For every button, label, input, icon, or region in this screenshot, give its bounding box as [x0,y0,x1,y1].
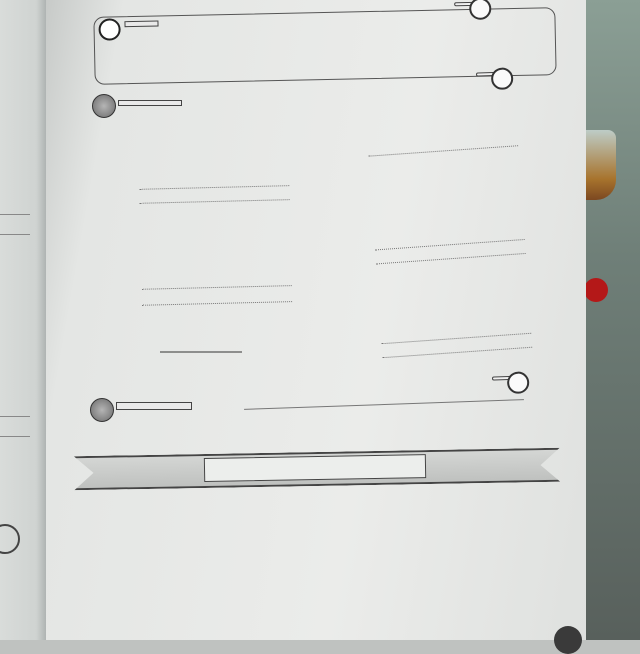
tugas-diskusi-title [124,20,158,27]
caliper-scale [156,336,246,378]
left-page [0,0,52,640]
nilai-circle [469,0,491,20]
answer-line [142,301,292,306]
pengayaan-nilai-box [492,375,526,380]
tugas-nilai-box [454,2,488,7]
remedial-icon [92,94,116,118]
remedial-title [118,100,182,106]
glosarium-banner [74,448,560,486]
nilai-circle [507,371,530,394]
remedial-nilai-box [476,71,510,76]
page-number-badge [554,626,582,654]
pengayaan-rule [244,399,524,410]
glosarium-title [204,454,426,482]
answer-line [376,253,526,264]
book-page [46,0,586,640]
answer-line [140,199,290,204]
nilai-circle [491,67,514,90]
answer-line [139,185,289,190]
section-b-badge [98,18,120,40]
answer-line [375,239,525,250]
answer-line [383,347,533,358]
answer-line [142,285,292,290]
red-ball-image [584,278,608,302]
pengayaan-icon [90,398,114,422]
answer-line [368,145,518,156]
answer-line [382,333,532,344]
left-nilai-circle [0,524,20,554]
pengayaan-title [116,402,192,410]
